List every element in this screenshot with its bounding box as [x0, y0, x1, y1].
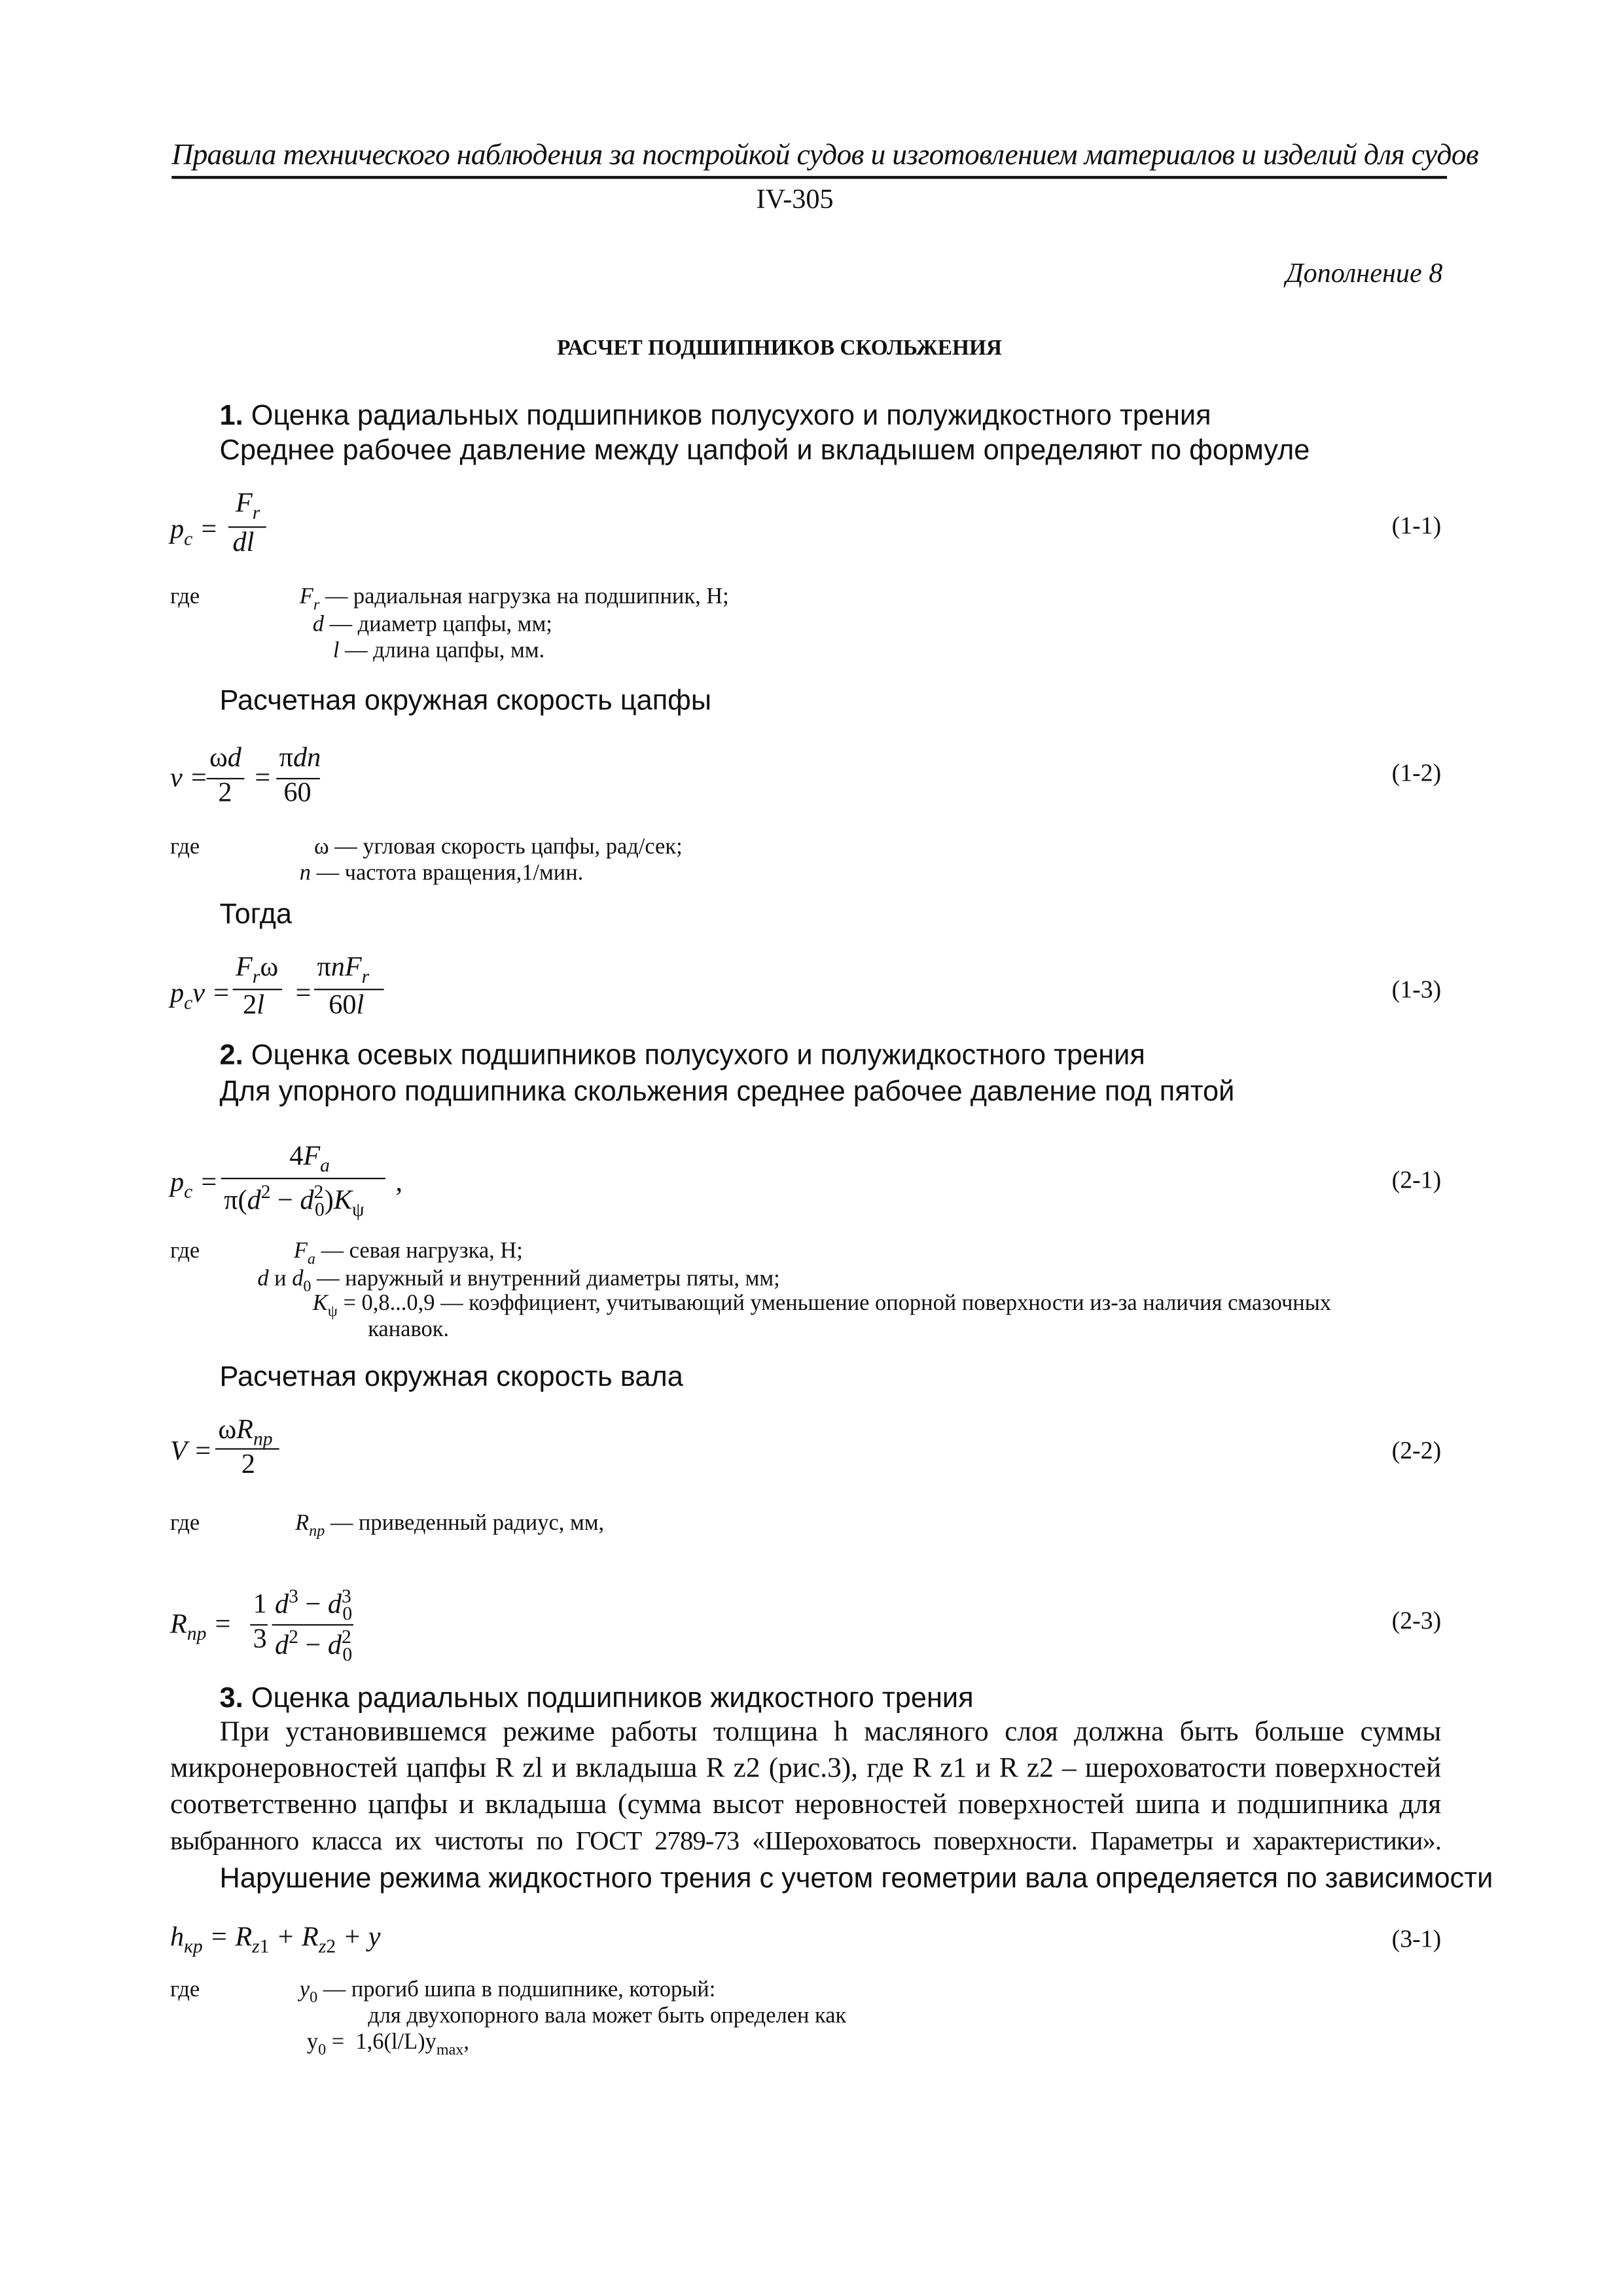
def-y0-line-3: $y_0 = 1,6(l/L)y_{max}$, — [306, 2030, 469, 2059]
section-3-heading — [220, 1682, 974, 1716]
section-1-number: 1. — [219, 400, 243, 432]
equation-number-1-2: (1-2) — [1391, 758, 1442, 787]
section-3-paragraph-2: Нарушение режима жидкостного трения с учетом геометрии вала определяется по зависимости — [219, 1862, 1493, 1895]
def-l: l — длина цапфы, мм. — [332, 638, 545, 663]
section-2-title: Оценка осевых подшипников полусухого и полужидкостного трения — [243, 1039, 1145, 1072]
equation-number-2-3: (2-3) — [1391, 1606, 1442, 1634]
def-omega: ω — угловая скорость цапфы, рад/сек; — [313, 834, 683, 860]
header-rule — [171, 176, 1447, 179]
equation-number-1-1: (1-1) — [1391, 512, 1442, 540]
def-d: d — диаметр цапфы, мм; — [312, 612, 552, 637]
where-label-4: где — [169, 1510, 200, 1536]
section-1-heading — [220, 400, 1211, 433]
def-fa: $F_a$ — севая нагрузка, Н; — [293, 1239, 523, 1268]
equation-number-2-1: (2-1) — [1391, 1166, 1442, 1194]
page-number: IV-305 — [756, 185, 834, 215]
document-title: РАСЧЕТ ПОДШИПНИКОВ СКОЛЬЖЕНИЯ — [557, 337, 1002, 361]
section-2-number: 2. — [219, 1039, 243, 1072]
equation-number-2-2: (2-2) — [1391, 1436, 1442, 1464]
def-k-psi: $K_\psi = 0,8...0,9$ — коэффициент, учитывающий уменьшение опорной поверхности из-за наличия смазочных — [312, 1291, 1332, 1320]
def-y0: $y_0$ — прогиб шипа в подшипнике, который: — [299, 1977, 716, 2007]
def-n: n — частота вращения,1/мин. — [299, 860, 584, 886]
section-3-paragraph-line-3: соответственно цапфы и вкладыша (сумма высот неровностей поверхностей шипа и подшипника для — [169, 1790, 1442, 1821]
equation-2-2: V = $\omega R_{np}$ 2 — [170, 1415, 345, 1487]
equation-1-1: $p_c$ = $F_r$ dl — [170, 489, 345, 561]
equation-3-1: $h_{кр} = R_{z1} + R_{z2} + y$ — [169, 1922, 381, 1957]
where-label-1: где — [169, 584, 200, 610]
section-2-speed-text: Расчетная окружная скорость вала — [219, 1360, 683, 1393]
def-d-d0: d и $d_0$ — наружный и внутренний диаметры пяты, мм; — [257, 1266, 780, 1296]
section-3-paragraph-line-4: выбранного класса их чистоты по ГОСТ 2789-73 «Шероховатось поверхности. Параметры и характеристики». — [169, 1826, 1442, 1856]
def-rnp: $R_{np}$ — приведенный радиус, мм, — [295, 1510, 605, 1540]
equation-number-1-3: (1-3) — [1391, 976, 1442, 1004]
equation-2-1: $p_c$ = $4F_a$ $\pi(d^2 - d^2_0)K_\psi$ , — [169, 1141, 402, 1220]
appendix-label: Дополнение 8 — [1285, 258, 1443, 290]
where-label-2: где — [169, 834, 200, 860]
section-3-paragraph-line-2: микронеровностей цапфы R zl и вкладыша R z2 (рис.3), где R z1 и R z2 – шероховатости поверхностей — [169, 1753, 1442, 1784]
where-label-5: где — [169, 1977, 200, 2002]
equation-1-2: v = ωd 2 = πdn 60 — [169, 743, 321, 809]
section-2-intro: Для упорного подшипника скольжения среднее рабочее давление под пятой — [219, 1076, 1235, 1108]
def-y0-line-2: для двухопорного вала может быть определен как — [368, 2004, 847, 2028]
then-text: Тогда — [219, 898, 293, 931]
def-k-psi-cont: канавок. — [368, 1317, 450, 1343]
equation-1-3: $p_cv$ = $F_r\omega$ 2l = πnF$_r$ 60l — [170, 953, 432, 1025]
equation-number-3-1: (3-1) — [1391, 1925, 1442, 1953]
section-1-title: Оценка радиальных подшипников полусухого и полужидкостного трения — [243, 400, 1211, 432]
section-2-heading — [220, 1040, 1145, 1073]
section-1-intro: Среднее рабочее давление между цапфой и вкладышем определяют по формуле — [219, 434, 1310, 467]
equation-2-3: $R_{np}$ = 1 3 $d^3 - d^3_0$ $d^2 - d^2_0$ — [169, 1585, 353, 1665]
section-3-paragraph-line-1: При установившемся режиме работы толщина h масляного слоя должна быть больше суммы — [219, 1717, 1442, 1748]
running-title: Правила технического наблюдения за постройкой судов и изготовлением материалов и изделий для судов — [171, 139, 1479, 172]
section-3-number: 3. — [219, 1682, 243, 1714]
section-1-speed-text: Расчетная окружная скорость цапфы — [219, 684, 712, 717]
where-label-3: где — [169, 1239, 200, 1264]
def-fr: $F_r$ — радиальная нагрузка на подшипник, Н; — [299, 584, 729, 614]
section-3-title: Оценка радиальных подшипников жидкостного трения — [243, 1682, 974, 1714]
